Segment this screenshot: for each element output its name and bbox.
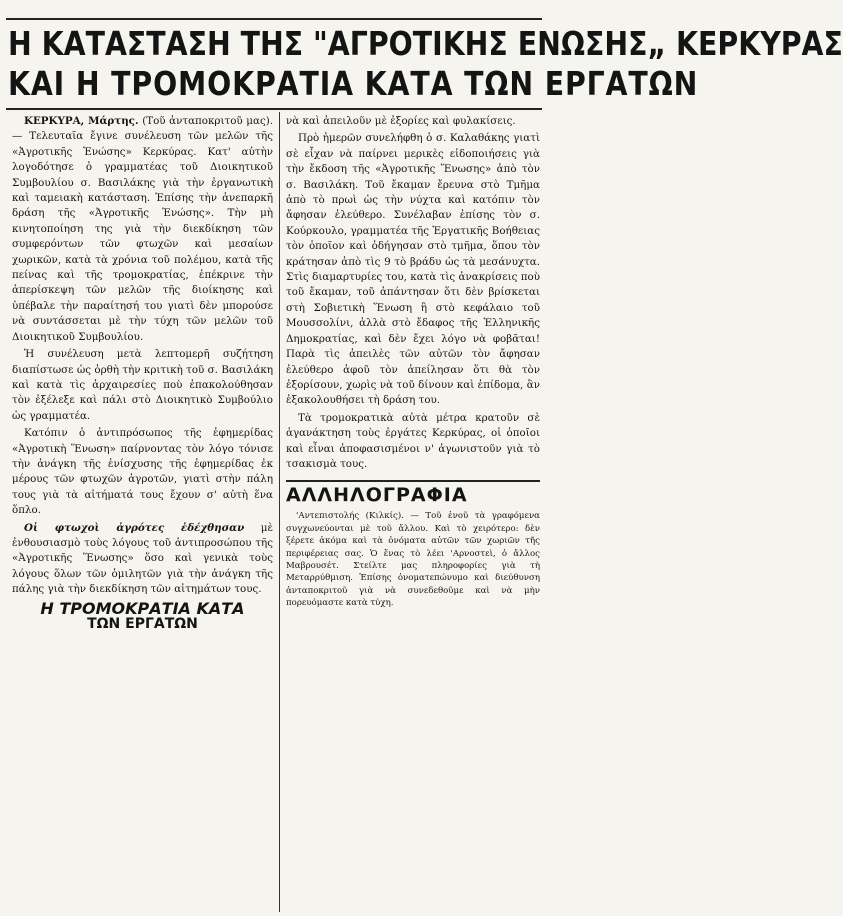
article-paragraph: Πρὸ ἡμερῶν συνελήφθη ὁ σ. Καλαθάκης γιατὶ σὲ εἶχαν νὰ παίρνει μερικὲς εἰδοποιήσεις γιὰ τὴν ἔκδοση τῆς «Ἀγροτικῆς Ἕνωσης» ἀπὸ τὸν σ. Βασιλάκη. Τοῦ ἔκαμαν ἔρευνα στὸ Τμῆμα ἀπὸ τὸ πρωὶ ὡς τὴν νύχτα καὶ κατόπιν τὸν ἄφησαν ἐλεύθερο. Συνέλαβαν ἐπίσης τὸν σ. Κούρκουλο, γραμματέα τῆς Ἐργατικῆς Βοήθειας τὸν ὁποῖον καὶ ὁδήγησαν στὸ τμῆμα, ὅπου τὸν κράτησαν ἀπὸ τὶς 9 τὸ βράδυ ὡς τὰ μεσάνυχτα. Στὶς διαμαρτυρίες του, κατὰ τὶς ἀνακρίσεις ποὺ τοῦ ἔκαμαν, τοῦ ἀπάντησαν ὅτι δὲν βρίσκεται στὴ Σοβιετικὴ Ἕνωση ἢ στὸ κεφάλαιο τοῦ Μουσσολίνι, ἀλλὰ στὸ ἔδαφος τῆς Ἑλληνικῆς Δημοκρατίας, καὶ δὲν ἔχει λόγο νὰ φοβᾶται! Παρὰ τὶς ἀπειλὲς τῶν αὐτῶν τὸν ἄφησαν ἐλεύθερο ἀφοῦ τὸν ἀπείλησαν ὅτι θὰ τὸν ἐξορίσουν, χωρὶς νὰ τοῦ δίνουν καὶ ἐπίδομα, ἂν ἐξακολουθήσει τὴ δράση του. (286, 132, 540, 407)
mail-rule (286, 480, 540, 482)
article-paragraph: Κατόπιν ὁ ἀντιπρόσωπος τῆς ἐφημερίδας «Ἀγροτικὴ Ἕνωση» παίρνοντας τὸν λόγο τόνισε τὴν ἀνάγκη τῆς ἐνίσχυσης τῆς ἐφημερίδας ἐκ μέρους τῶν φτωχῶν ἀγροτῶν, γιατὶ στὴν πάλη τους γιὰ τὰ αἰτήματά τους ἔχουν σ' αὐτὴ ἕνα ὅπλο. (12, 427, 273, 517)
mail-section (286, 510, 540, 609)
article-paragraph: Ἡ συνέλευση μετὰ λεπτομερῆ συζήτηση διαπίστωσε ὡς ὀρθὴ τὴν κριτικὴ τοῦ σ. Βασιλάκη καὶ κατὰ τὶς ἀρχαιρεσίες ποὺ ἐπακολούθησαν τὸν ἐξέλεξε καὶ πάλι στὸ Διοικητικὸ Συμβούλιο ὡς γραμματέα. (12, 348, 273, 422)
column-divider (279, 112, 280, 912)
article-paragraph (12, 114, 273, 345)
mail-section-title: ΑΛΛΗΛΟΓΡΑΦΙΑ (286, 484, 468, 507)
subhead-line-1: Η ΤΡΟΜΟΚΡΑΤΙΑ ΚΑΤΑ (40, 598, 245, 618)
mail-paragraph: 'Αντεπιστολής (Κιλκίς). — Τοῦ ἑνοῦ τὰ γραφόμενα συγχωνεύονται μὲ τοῦ ἄλλου. Καὶ τὸ χειρότερο: δὲν ξέρετε ἀκόμα καὶ τὰ ὀνόματα αὐτῶν τῶν χωριῶν τῆς περιφέρειας σας. Ὁ ἕνας τὸ λέει 'Αρνοστεὶ, ὁ ἄλλος Μαβρουσέτ. Στείλτε μας πληροφορίες γιὰ τὴ Μεταρρύθμιση. Ἐπίσης ὀνοματεπώνυμο καὶ διεύθυνση ἀνταποκριτοῦ γιὰ νὰ συνεδεθοῦμε καὶ νὰ μὴν πορευόμαστε κατὰ τύχη. (286, 511, 540, 609)
headline-rule (6, 108, 542, 110)
headline-line-2: ΚΑΙ Η ΤΡΟΜΟΚΡΑΤΙΑ ΚΑΤΑ ΤΩΝ ΕΡΓΑΤΩΝ (8, 64, 699, 103)
bold-lead-text: Οἱ φτωχοὶ ἀγρότες ἐδέχθησαν (24, 521, 245, 534)
article-column-right (286, 114, 540, 912)
article-headline (8, 24, 843, 110)
article-paragraph-text: μὲ ἐνθουσιασμὸ τοὺς λόγους τοῦ ἀντιπροσώπου τῆς «Ἀγροτικῆς Ἕνωσης» ὅσο καὶ γενικὰ τοὺς λόγους ὅλων τῶν ὁμιλητῶν γιὰ τὴν ἀνάγκη τῆς πάλης γιὰ τὴν διεκδίκηση τῶν αἰτημάτων τους. (12, 521, 273, 596)
article-paragraph: Τὰ τρομοκρατικὰ αὐτὰ μέτρα κρατοῦν σὲ ἀγανάκτηση τοὺς ἐργάτες Κερκύρας, οἱ ὁποῖοι καὶ εἶναι ἀποφασισμένοι ν' ἀγωνιστοῦν γιὰ τὸ τσακισμὰ τους. (286, 411, 540, 470)
article-column-left (12, 114, 273, 912)
article-paragraph-text: (Τοῦ ἀνταποκριτοῦ μας).— Τελευταῖα ἔγινε συνέλευση τῶν μελῶν τῆς «Ἀγροτικῆς Ἑνώσης» Κερκύρας. Κατ' αὐτὴν λογοδότησε ὁ γραμματέας τοῦ Διοικητικοῦ Συμβουλίου σ. Βασιλάκης γιὰ τὴν ἐργανωτικὴ καὶ ταμειακὴ κατάσταση. Ἐπίσης τὴν ἀνεπαρκῆ δράση τῆς «Ἀγροτικῆς Ἑνώσης». Τὴν μὴ κινητοποίηση της γιὰ τὴν διεκδίκηση τῶν συμφερόντων τῶν φτωχῶν καὶ μεσαίων χωρικῶν, κατὰ τὰ χρόνια τοῦ πολέμου, κατὰ τῆς πείνας καὶ τῆς τρομοκρατίας, ἐπέκρινε τὴν ἀπερίσκεψη τῶν μελῶν τῆς διοίκησης καὶ ὑπέβαλε τὴν παραίτησή του γιατὶ δὲν μπορούσε νὰ συντάσσεται μὲ τὴν τύχη τῶν μελῶν τοῦ Διοικητικοῦ Συμβουλίου. (12, 115, 274, 343)
subhead-line-2: ΤΩΝ ΕΡΓΑΤΩΝ (87, 615, 198, 632)
headline-line-1: Η ΚΑΤΑΣΤΑΣΗ ΤΗΣ "ΑΓΡΟΤΙΚΗΣ ΕΝΩΣΗΣ„ ΚΕΡΚΥΡΑΣ (8, 24, 843, 63)
article-paragraph: νὰ καὶ ἀπειλοῦν μὲ ἐξορίες καὶ φυλακίσεις. (286, 115, 516, 127)
article-paragraph (12, 521, 273, 598)
dateline: ΚΕΡΚΥΡΑ, Μάρτης. (24, 115, 139, 127)
top-rule (6, 18, 542, 20)
